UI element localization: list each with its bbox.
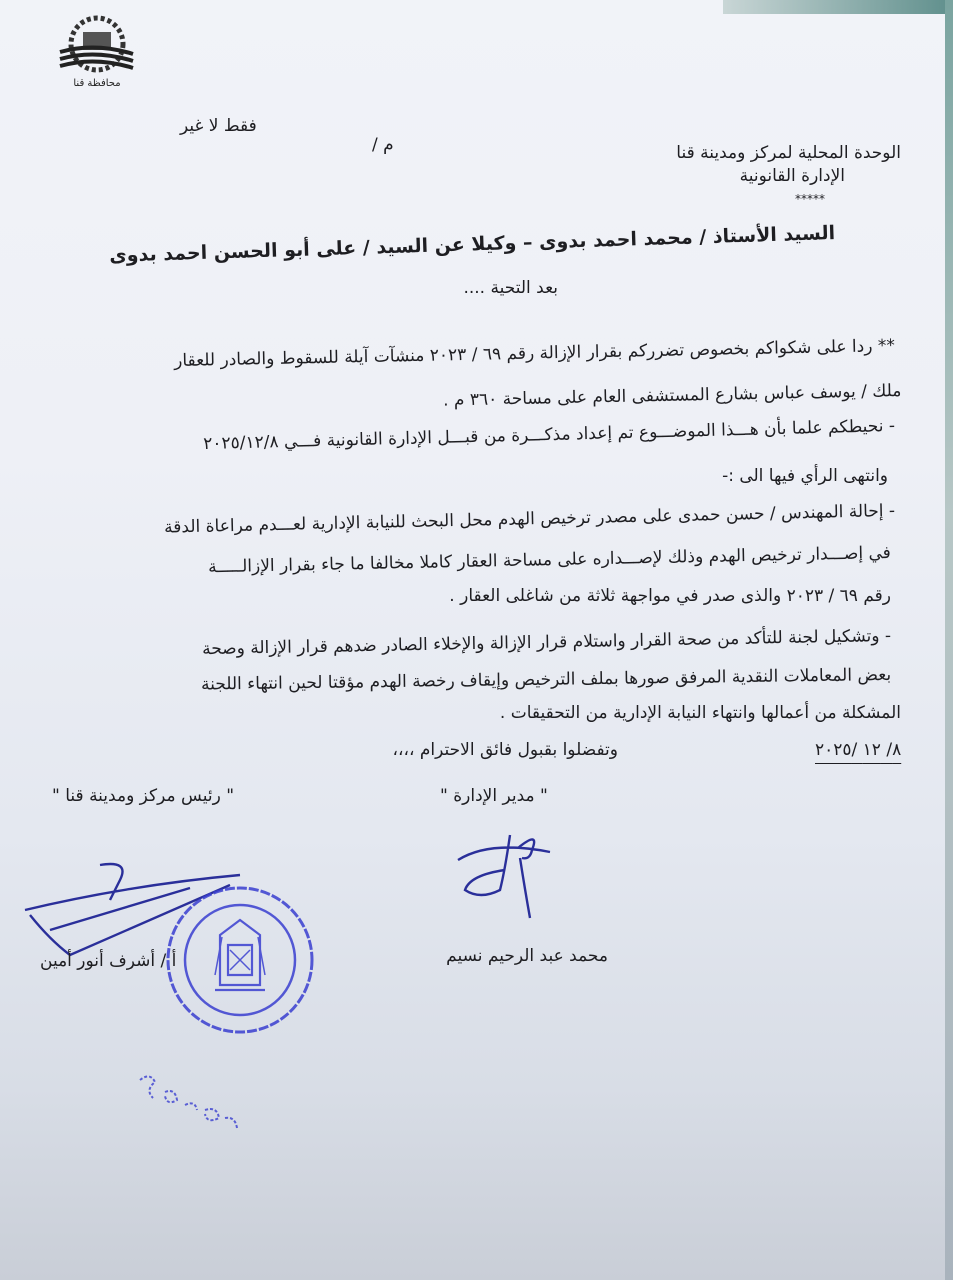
- only-note: فقط لا غير: [180, 116, 257, 136]
- head-name: أ / أشرف أنور أمين: [40, 951, 177, 971]
- handwritten-number: [135, 1070, 245, 1140]
- manager-title: " مدير الإدارة ": [440, 786, 548, 806]
- manager-signature: [450, 830, 590, 920]
- body-line: - نحيطكم علما بأن هـــذا الموضـــوع تم إعداد مذكـــرة من قبـــل الإدارة القانونية فـــي ٢٠٢٥/١٢/٨: [202, 416, 896, 455]
- greeting: بعد التحية ....: [463, 278, 558, 298]
- body-line: وانتهى الرأي فيها الى :-: [722, 466, 888, 486]
- body-line: بعض المعاملات النقدية المرفق صورها بملف الترخيص وإيقاف رخصة الهدم مؤقتا لحين انتهاء اللجنة: [200, 665, 892, 695]
- background-corner: [723, 0, 953, 14]
- stars-separator: *****: [795, 192, 825, 206]
- body-line: - إحالة المهندس / حسن حمدى على مصدر ترخيص الهدم محل البحث للنيابة الإدارية لعـــدم مراعاة الدقة: [163, 501, 896, 538]
- svg-text:محافظة قنا: محافظة قنا: [73, 78, 121, 89]
- official-stamp: [160, 875, 320, 1045]
- body-line: في إصـــدار ترخيص الهدم وذلك لإصـــداره على مساحة العقار كاملا مخالفا ما جاء بقرار الإزالـــــة: [208, 543, 892, 578]
- department-name: الإدارة القانونية: [739, 166, 845, 186]
- reference-label: م /: [372, 135, 394, 155]
- body-line: المشكلة من أعمالها وانتهاء النيابة الإدارية من التحقيقات .: [499, 703, 901, 723]
- governorate-logo: [55, 12, 135, 90]
- addressee: السيد الأستاذ / محمد احمد بدوى – وكيلا عن السيد / على أبو الحسن احمد بدوى: [108, 222, 836, 267]
- letter-date: ٨/ ١٢ /٢٠٢٥: [815, 740, 902, 760]
- body-line: - وتشكيل لجنة للتأكد من صحة القرار واستلام قرار الإزالة والإخلاء الصادر ضدهم قرار الإزالة وصحة: [201, 626, 892, 660]
- head-title: " رئيس مركز ومدينة قنا ": [52, 786, 235, 806]
- closing: وتفضلوا بقبول فائق الاحترام ،،،،: [392, 740, 618, 760]
- body-line: ملك / يوسف عباس بشارع المستشفى العام على مساحة ٣٦٠ م .: [442, 381, 902, 411]
- paper-edge: [945, 0, 953, 1280]
- manager-name: محمد عبد الرحيم نسيم: [446, 946, 608, 966]
- body-line: رقم ٦٩ / ٢٠٢٣ والذى صدر في مواجهة ثلاثة من شاغلى العقار .: [449, 586, 891, 606]
- org-name: الوحدة المحلية لمركز ومدينة قنا: [676, 143, 901, 163]
- body-line: ** ردا على شكواكم بخصوص تضرركم بقرار الإزالة رقم ٦٩ / ٢٠٢٣ منشآت آيلة للسقوط والصادر للعقار: [174, 336, 896, 372]
